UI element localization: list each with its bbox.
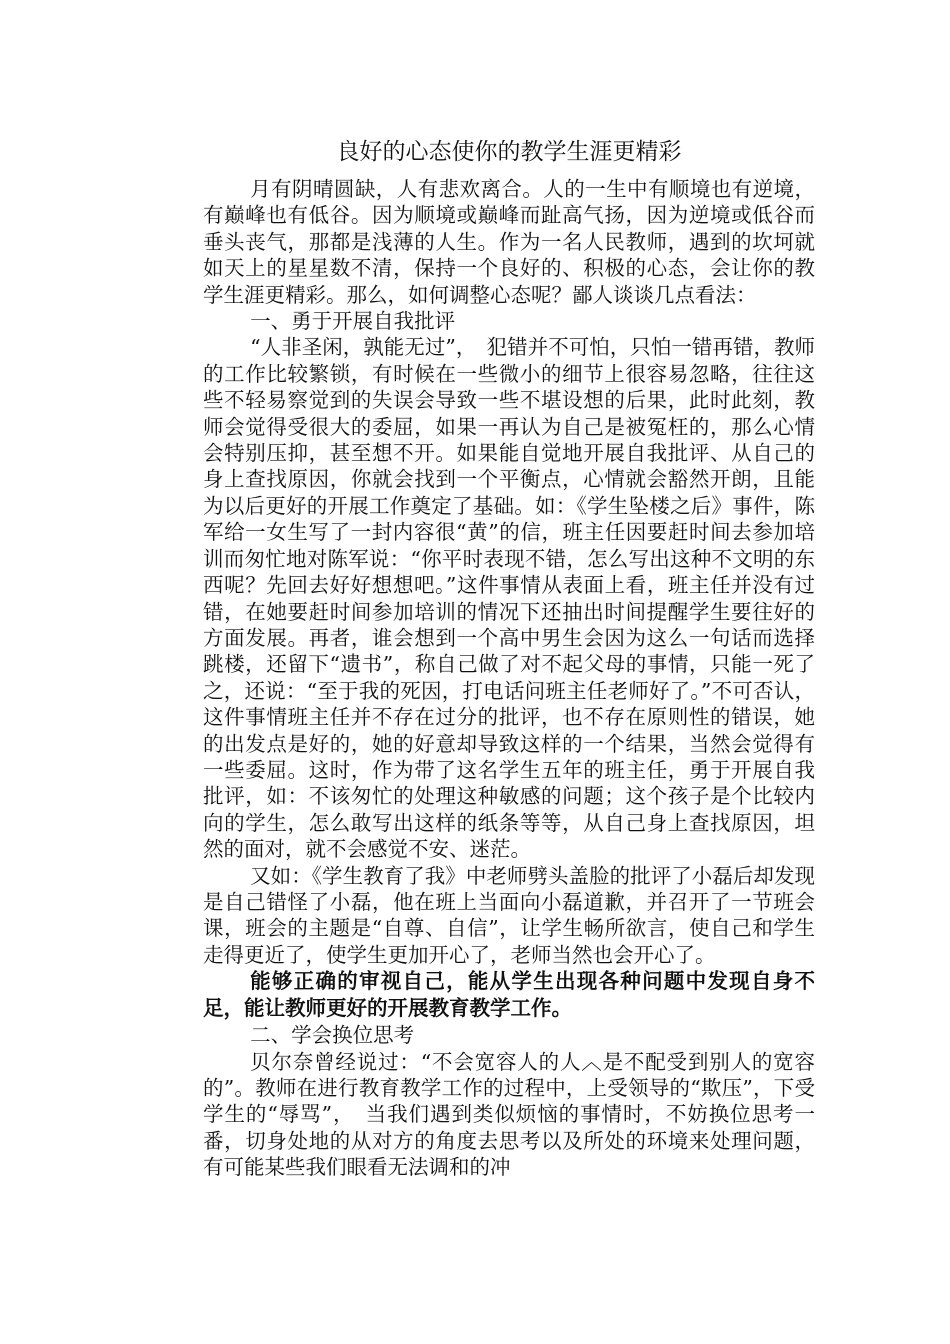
document-body	[203, 130, 815, 1181]
emphasis-paragraph: 能够正确的审视自己，能从学生出现各种问题中发现自身不足，能让教师更好的开展教育教学工作。	[203, 969, 815, 1021]
body-paragraph: “人非圣闲，孰能无过”， 犯错并不可怕，只怕一错再错，教师的工作比较繁锁，有时候在一些微小的细节上很容易忽略，往往这些不轻易察觉到的失误会导致一些不堪设想的后果，此时此刻，教师会觉得受很大的委屈，如果一再认为自己是被冤枉的，那么心情会特别压抑，甚至想不开。如果能自觉地开展自我批评、从自己的身上查找原因，你就会找到一个平衡点，心情就会豁然开朗，且能为以后更好的开展工作奠定了基础。如：《学生坠楼之后》事件，陈军给一女生写了一封内容很“黄”的信，班主任因要赶时间去参加培训而匆忙地对陈军说：“你平时表现不错，怎么写出这种不文明的东西呢？先回去好好想想吧。”这件事情从表面上看，班主任并没有过错，在她要赶时间参加培训的情况下还抽出时间提醒学生要往好的方面发展。再者，谁会想到一个高中男生会因为这么一句话而选择跳楼，还留下“遗书”，称自己做了对不起父母的事情，只能一死了之，还说：“至于我的死因，打电话问班主任老师好了。”不可否认，这件事情班主任并不存在过分的批评，也不存在原则性的错误，她的出发点是好的，她的好意却导致这样的一个结果，当然会觉得有一些委屈。这时，作为带了这名学生五年的班主任，勇于开展自我批评，如：不该匆忙的处理这种敏感的问题；这个孩子是个比较内向的学生，怎么敢写出这样的纸条等等，从自己身上查找原因，坦然的面对，就不会感觉不安、迷茫。	[203, 335, 815, 862]
section-heading-1: 一、勇于开展自我批评	[250, 309, 456, 334]
body-paragraph: 又如：《学生教育了我》中老师劈头盖脸的批评了小磊后却发现是自己错怪了小磊，他在班上当面向小磊道歉，并召开了一节班会课，班会的主题是“自尊、自信”，让学生畅所欲言，使自己和学生走得更近了，使学生更加开心了，老师当然也会开心了。	[203, 863, 815, 967]
document-title: 良好的心态使你的教学生涯更精彩	[336, 139, 682, 165]
intro-paragraph: 月有阴晴圆缺，人有悲欢离合。人的一生中有顺境也有逆境，有巅峰也有低谷。因为顺境或巅峰而趾高气扬，因为逆境或低谷而垂头丧气，那都是浅薄的人生。作为一名人民教师，遇到的坎坷就如天上的星星数不清，保持一个良好的、积极的心态，会让你的教学生涯更精彩。那么，如何调整心态呢？鄙人谈谈几点看法：	[203, 177, 815, 307]
body-paragraph: 贝尔奈曾经说过：“不会宽容人的人︿是不配受到别人的宽容的”。教师在进行教育教学工作的过程中，上受领导的“欺压”，下受学生的“辱骂”， 当我们遇到类似烦恼的事情时，不妨换位思考一番，切身处地的从对方的角度去思考以及所处的环境来处理问题，有可能某些我们眼看无法调和的冲	[203, 1049, 815, 1180]
section-heading-2: 二、学会换位思考	[250, 1023, 415, 1048]
